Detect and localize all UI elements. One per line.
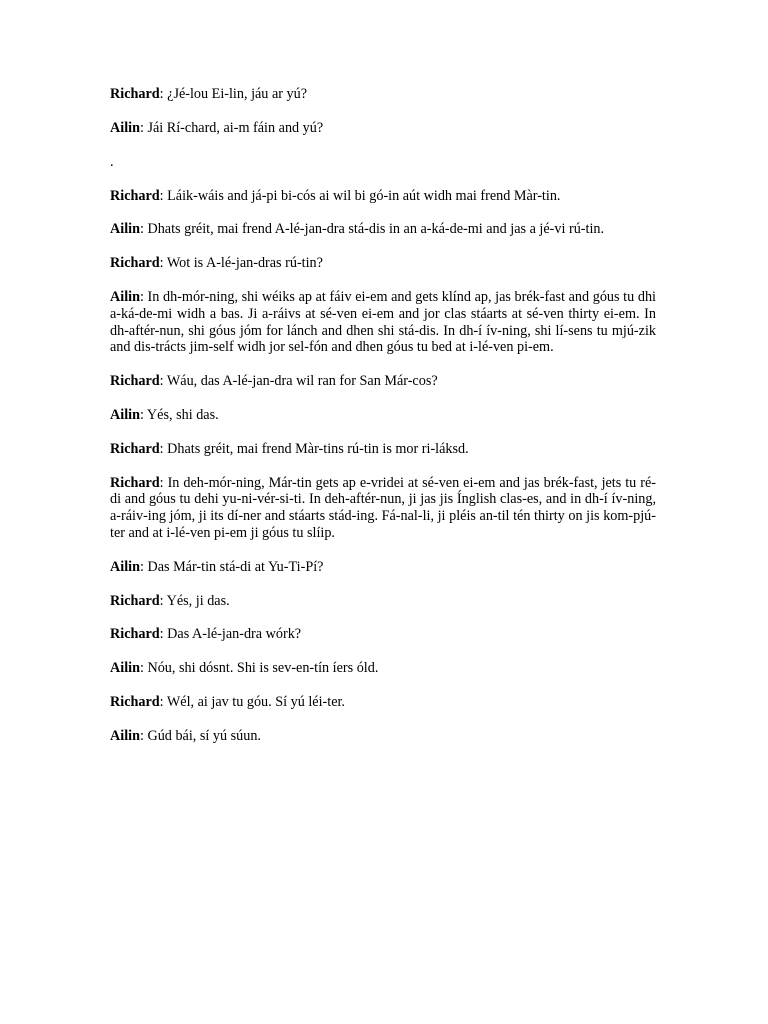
dialogue-line <box>110 289 656 356</box>
speaker-name: Ailin <box>110 406 140 423</box>
line-text: : ¿Jé-lou Ei-lin, jáu ar yú? <box>159 86 307 102</box>
line-text: : Wáu, das A-lé-jan-dra wil ran for San Már-cos? <box>159 373 438 390</box>
dialogue-line <box>110 373 656 390</box>
line-text: : Dhats gréit, mai frend Màr-tins rú-tin is mor ri-láksd. <box>159 440 469 457</box>
dialogue-line <box>110 407 656 424</box>
dialogue-line <box>110 255 656 272</box>
dialogue-line <box>110 593 656 610</box>
speaker-name: Richard <box>110 86 160 102</box>
speaker-name: Ailin <box>110 558 140 575</box>
line-text: : Das A-lé-jan-dra wórk? <box>159 626 302 643</box>
line-text: : Yés, shi das. <box>139 406 219 423</box>
dialogue-line <box>110 221 656 238</box>
speaker-name: Richard <box>110 592 160 609</box>
dialogue-line <box>110 626 656 643</box>
line-text: : In dh-mór-ning, shi wéiks ap at fáiv ei-em and gets klínd ap, jas brék-fast and góus tu dhi a-ká-de-mi widh a bas. Ji a-ráivs at sé-ven ei-em and jor clas stáarts at sé-ven thirty ei-em. In dh-aftér-nun, shi góus jóm for lánch and dhen shi stá-dis. In dh-í ív-ning, shi lí-sens tu mjú-zik and dis-trácts jim-self widh jor sel-fón and dhen góus tu bed at i-lé-ven pi-em. <box>110 288 656 356</box>
dialogue-line <box>110 559 656 576</box>
dialogue-line <box>110 120 656 137</box>
speaker-name: Ailin <box>110 660 140 677</box>
speaker-name: Richard <box>110 440 160 457</box>
dialogue-line <box>110 475 656 542</box>
line-text: : Das Már-tin stá-di at Yu-Ti-Pí? <box>139 558 324 575</box>
line-text: : Wot is A-lé-jan-dras rú-tin? <box>159 255 323 272</box>
line-text: . <box>110 153 114 170</box>
line-text: : Gúd bái, sí yú súun. <box>139 727 261 744</box>
speaker-name: Ailin <box>110 288 140 305</box>
dialogue-line <box>110 86 656 103</box>
line-text: : In deh-mór-ning, Már-tin gets ap e-vridei at sé-ven ei-em and jas brék-fast, jets tu ré-di and góus tu dehi yu-ni-vér-si-ti. In deh-aftér-nun, ji jas jis Ínglish clas-es, and in dh-í ív-ning, a-ráiv-ing jóm, ji its dí-ner and stáarts stád-ing. Fá-nal-li, ji pléis an-til tén thirty on jis kom-pjú-ter and at i-lé-ven pi-em ji góus tu slíip. <box>110 474 656 541</box>
speaker-name: Ailin <box>110 119 140 136</box>
dot-separator <box>110 154 656 171</box>
line-text: : Dhats gréit, mai frend A-lé-jan-dra stá-dis in an a-ká-de-mi and jas a jé-vi rú-tin. <box>139 221 605 238</box>
speaker-name: Richard <box>110 474 160 491</box>
speaker-name: Richard <box>110 626 160 643</box>
dialogue-line <box>110 694 656 711</box>
dialogue-line <box>110 441 656 458</box>
dialogue-line <box>110 188 656 205</box>
speaker-name: Ailin <box>110 221 140 238</box>
line-text: : Láik-wáis and já-pi bi-cós ai wil bi gó-in aút widh mai frend Màr-tin. <box>159 187 561 204</box>
line-text: : Wél, ai jav tu góu. Sí yú léi-ter. <box>159 693 345 710</box>
line-text: : Jái Rí-chard, ai-m fáin and yú? <box>139 119 324 136</box>
speaker-name: Richard <box>110 693 160 710</box>
speaker-name: Ailin <box>110 727 140 744</box>
dialogue-line <box>110 660 656 677</box>
speaker-name: Richard <box>110 255 160 272</box>
speaker-name: Richard <box>110 373 160 390</box>
speaker-name: Richard <box>110 187 160 204</box>
dialogue-body <box>110 86 656 762</box>
dialogue-line <box>110 728 656 745</box>
line-text: : Nóu, shi dósnt. Shi is sev-en-tín íers óld. <box>139 660 379 677</box>
line-text: : Yés, ji das. <box>159 592 230 609</box>
